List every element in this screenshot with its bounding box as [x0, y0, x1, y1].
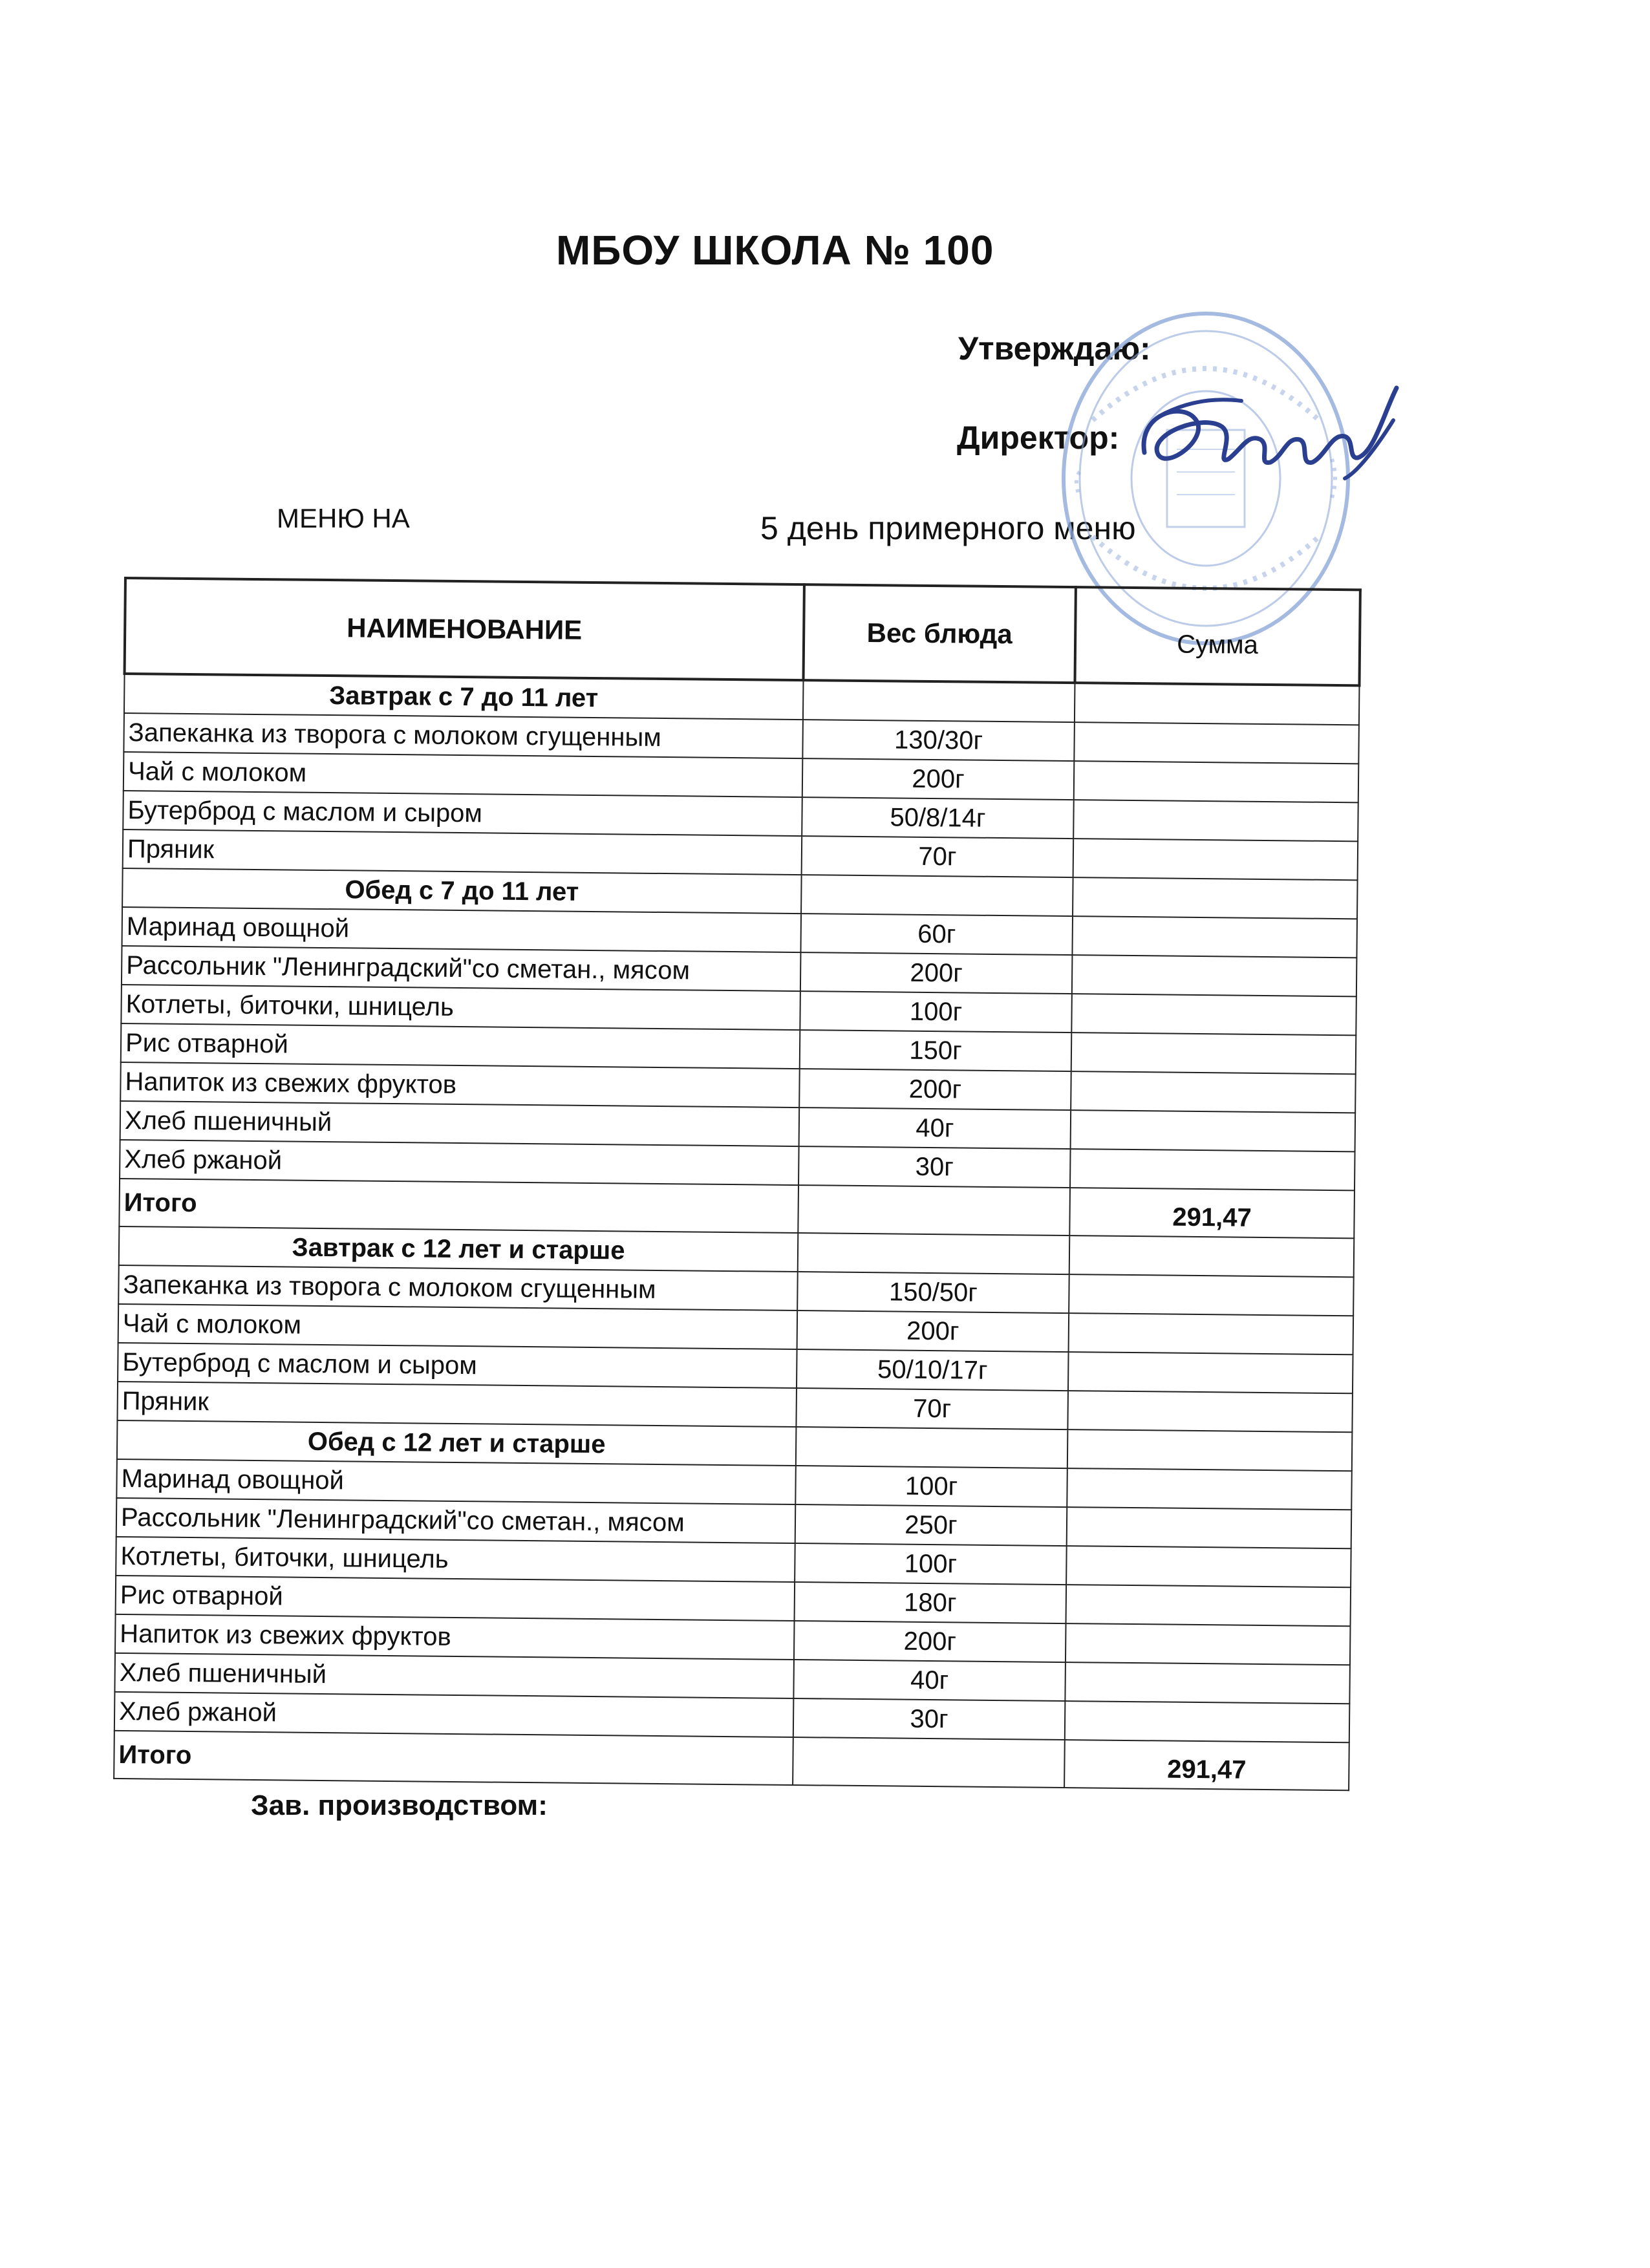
- menu-table-body: [114, 674, 1359, 1790]
- cell-sum: [1073, 877, 1358, 919]
- cell-name: Чай с молоком: [123, 752, 803, 797]
- cell-sum: [1068, 1352, 1353, 1393]
- cell-weight: 200г: [794, 1621, 1066, 1662]
- cell-sum: [1065, 1701, 1350, 1742]
- cell-weight: [798, 1185, 1070, 1236]
- cell-weight: 200г: [802, 758, 1075, 800]
- cell-sum: [1074, 761, 1359, 802]
- cell-name: Рис отварной: [121, 1023, 800, 1069]
- cell-sum: [1066, 1623, 1351, 1665]
- cell-name: Бутерброд с маслом и сыром: [123, 791, 802, 836]
- cell-sum: [1067, 1391, 1353, 1432]
- cell-name: Пряник: [117, 1382, 797, 1427]
- column-header-name: НАИМЕНОВАНИЕ: [125, 578, 804, 680]
- cell-name: Чай с молоком: [118, 1304, 798, 1349]
- cell-name: Хлеб ржаной: [120, 1140, 799, 1185]
- school-title: МБОУ ШКОЛА № 100: [556, 227, 994, 273]
- cell-weight: 250г: [795, 1504, 1067, 1546]
- cell-weight: 40г: [793, 1660, 1066, 1701]
- cell-weight: 100г: [795, 1543, 1067, 1585]
- cell-sum: [1069, 1274, 1354, 1316]
- cell-weight: [793, 1737, 1065, 1788]
- cell-sum: [1067, 1507, 1352, 1548]
- cell-weight: 60г: [800, 914, 1073, 955]
- cell-sum: [1066, 1585, 1351, 1626]
- cell-sum: [1065, 1662, 1350, 1704]
- cell-weight: 70г: [796, 1388, 1068, 1429]
- cell-weight: 50/8/14г: [802, 797, 1074, 839]
- cell-weight: 100г: [800, 991, 1072, 1032]
- cell-name: Рассольник "Ленинградский"со сметан., мясом: [116, 1498, 796, 1543]
- cell-weight: 200г: [799, 1069, 1071, 1110]
- cell-name: Рис отварной: [116, 1576, 795, 1621]
- cell-weight: 130/30г: [802, 720, 1075, 761]
- cell-sum: 291,47: [1064, 1740, 1349, 1790]
- cell-weight: 200г: [800, 952, 1073, 994]
- cell-sum: [1071, 1071, 1356, 1113]
- column-header-weight: Вес блюда: [804, 584, 1076, 683]
- cell-name: Напиток из свежих фруктов: [120, 1062, 800, 1107]
- cell-name: Завтрак с 7 до 11 лет: [124, 674, 804, 720]
- cell-sum: [1072, 916, 1357, 957]
- cell-sum: [1074, 722, 1359, 764]
- cell-name: Пряник: [123, 829, 802, 875]
- cell-name: Запеканка из творога с молоком сгущенным: [118, 1265, 798, 1311]
- cell-weight: 30г: [798, 1146, 1071, 1188]
- cell-sum: 291,47: [1069, 1188, 1355, 1238]
- cell-name: Котлеты, биточки, шницель: [121, 985, 800, 1030]
- cell-sum: [1066, 1546, 1351, 1587]
- cell-weight: [801, 875, 1073, 916]
- cell-name: Котлеты, биточки, шницель: [116, 1537, 795, 1582]
- cell-sum: [1069, 1236, 1355, 1277]
- cell-sum: [1071, 994, 1356, 1035]
- cell-name: Маринад овощной: [122, 907, 802, 952]
- cell-weight: 180г: [795, 1582, 1067, 1623]
- cell-weight: 70г: [802, 836, 1074, 877]
- cell-name: Хлеб пшеничный: [120, 1101, 800, 1146]
- cell-weight: 150/50г: [797, 1272, 1069, 1313]
- cell-sum: [1075, 683, 1360, 725]
- cell-weight: 30г: [793, 1698, 1066, 1740]
- cell-sum: [1069, 1313, 1354, 1354]
- cell-sum: [1071, 1032, 1356, 1074]
- cell-name: Маринад овощной: [116, 1459, 796, 1504]
- production-head-label: Зав. производством:: [251, 1790, 548, 1821]
- cell-sum: [1067, 1468, 1352, 1510]
- menu-table: [112, 577, 1362, 1791]
- menu-label: МЕНЮ НА: [277, 503, 410, 533]
- signature-icon: [1125, 375, 1409, 504]
- cell-name: Завтрак с 12 лет и старше: [119, 1226, 798, 1272]
- cell-weight: 100г: [795, 1466, 1067, 1507]
- cell-name: Хлеб пшеничный: [114, 1653, 794, 1698]
- menu-day: 5 день примерного меню: [760, 510, 1136, 546]
- cell-name: Обед с 7 до 11 лет: [122, 868, 802, 914]
- cell-weight: [798, 1233, 1070, 1274]
- cell-name: Итого: [119, 1179, 798, 1233]
- cell-name: Итого: [114, 1731, 793, 1785]
- cell-name: Напиток из свежих фруктов: [115, 1614, 795, 1660]
- cell-weight: 200г: [797, 1311, 1069, 1352]
- cell-sum: [1071, 1110, 1356, 1151]
- cell-name: Бутерброд с маслом и сыром: [118, 1343, 797, 1388]
- cell-sum: [1072, 955, 1357, 996]
- cell-sum: [1073, 839, 1358, 880]
- approve-label: Утверждаю:: [958, 330, 1151, 367]
- cell-weight: [803, 680, 1075, 722]
- cell-name: Запеканка из творога с молоком сгущенным: [123, 713, 803, 758]
- director-label: Директор:: [957, 420, 1120, 456]
- cell-weight: [796, 1427, 1068, 1468]
- cell-sum: [1067, 1429, 1353, 1471]
- cell-name: Обед с 12 лет и старше: [117, 1420, 797, 1466]
- cell-sum: [1073, 800, 1358, 841]
- cell-weight: 40г: [799, 1107, 1071, 1149]
- cell-weight: 150г: [800, 1030, 1072, 1071]
- column-header-sum: Сумма: [1075, 587, 1360, 685]
- cell-sum: [1070, 1149, 1355, 1190]
- cell-name: Хлеб ржаной: [114, 1692, 794, 1737]
- table-header-row: [125, 578, 1360, 685]
- cell-name: Рассольник "Ленинградский"со сметан., мясом: [122, 946, 801, 991]
- cell-weight: 50/10/17г: [797, 1349, 1069, 1391]
